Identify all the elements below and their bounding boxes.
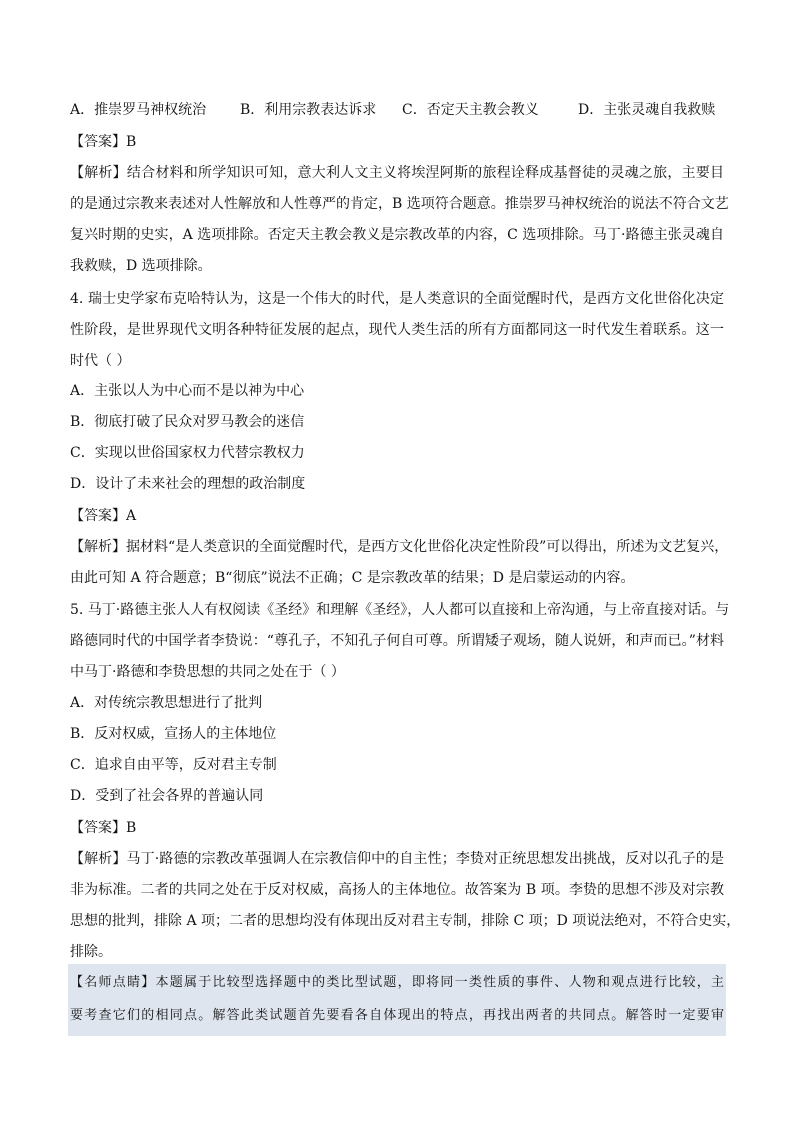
q4-option-b: B．彻底打破了民众对罗马教会的迷信 bbox=[70, 414, 305, 430]
q5-analysis-line: 思想的批判，排除 A 项；二者的思想均没有体现出反对君主专制，排除 C 项；D 项说法绝对，不符合史实， bbox=[70, 913, 741, 929]
q4-analysis-line: 由此可知 A 符合题意；B“彻底”说法不正确；C 是宗教改革的结果；D 是启蒙运动的内容。 bbox=[70, 570, 635, 586]
q5-option-a: A．对传统宗教思想进行了批判 bbox=[70, 695, 263, 711]
q4-analysis-line: 【解析】据材料“是人类意识的全面觉醒时代，是西方文化世俗化决定性阶段”可以得出，所述为文艺复兴， bbox=[70, 539, 729, 555]
prev-options-row bbox=[70, 100, 724, 120]
q4-answer: 【答案】A bbox=[70, 508, 137, 524]
q5-option-c: C．追求自由平等，反对君主专制 bbox=[70, 757, 277, 773]
prev-analysis-line: 我救赎，D 选项排除。 bbox=[70, 258, 212, 274]
option-a: A．推崇罗马神权统治 bbox=[70, 102, 207, 118]
teacher-note-line: 【名师点睛】本题属于比较型选择题中的类比型试题，即将同一类性质的事件、人物和观点进行比较，主 bbox=[70, 975, 724, 990]
prev-answer: 【答案】B bbox=[70, 134, 137, 150]
q5-analysis-line: 排除。 bbox=[70, 944, 112, 960]
q5-option-b: B．反对权威，宣扬人的主体地位 bbox=[70, 726, 277, 742]
q5-stem-line: 5. 马丁·路德主张人人有权阅读《圣经》和理解《圣经》，人人都可以直接和上帝沟通，与上帝直接对话。与 bbox=[70, 602, 730, 618]
q5-analysis-line: 非为标准。二者的共同之处在于反对权威，高扬人的主体地位。故答案为 B 项。李贽的思想不涉及对宗教 bbox=[70, 882, 724, 898]
q4-option-a: A．主张以人为中心而不是以神为中心 bbox=[70, 383, 305, 399]
teacher-note-line: 要考查它们的相同点。解答此类试题首先要看各自体现出的特点，再找出两者的共同点。解答时一定要审 bbox=[70, 1008, 724, 1023]
q4-stem-line: 性阶段，是世界现代文明各种特征发展的起点，现代人类生活的所有方面都同这一时代发生着联系。这一 bbox=[70, 322, 724, 338]
q4-stem-line: 4. 瑞士史学家布克哈特认为，这是一个伟大的时代，是人类意识的全面觉醒时代，是西方文化世俗化决定 bbox=[70, 291, 724, 307]
option-d: D．主张灵魂自我救赎 bbox=[578, 102, 716, 118]
prev-analysis-line: 的是通过宗教来表述对人性解放和人性尊严的肯定，B 选项符合题意。推崇罗马神权统治的说法不符合文艺 bbox=[70, 196, 729, 212]
teacher-note-box bbox=[68, 964, 726, 1036]
option-b: B．利用宗教表达诉求 bbox=[240, 102, 377, 118]
q5-option-d: D．受到了社会各界的普遍认同 bbox=[70, 788, 264, 804]
prev-analysis-line: 【解析】结合材料和所学知识可知，意大利人文主义将埃涅阿斯的旅程诠释成基督徒的灵魂之旅，主要目 bbox=[70, 165, 724, 181]
q5-stem-line: 中马丁·路德和李贽思想的共同之处在于（ ） bbox=[70, 664, 345, 680]
q4-option-c: C．实现以世俗国家权力代替宗教权力 bbox=[70, 445, 305, 461]
prev-analysis-line: 复兴时期的史实，A 选项排除。否定天主教会教义是宗教改革的内容，C 选项排除。马丁·路德主张灵魂自 bbox=[70, 227, 724, 243]
q4-option-d: D．设计了未来社会的理想的政治制度 bbox=[70, 476, 306, 492]
q5-stem-line: 路德同时代的中国学者李贽说：“尊孔子，不知孔子何自可尊。所谓矮子观场，随人说妍，和声而已。”材料 bbox=[70, 633, 724, 649]
q5-analysis-line: 【解析】马丁·路德的宗教改革强调人在宗教信仰中的自主性；李贽对正统思想发出挑战，反对以孔子的是 bbox=[70, 851, 724, 867]
option-c: C．否定天主教会教义 bbox=[402, 102, 539, 118]
q4-stem-line: 时代（ ） bbox=[70, 353, 131, 369]
q5-answer: 【答案】B bbox=[70, 820, 137, 836]
